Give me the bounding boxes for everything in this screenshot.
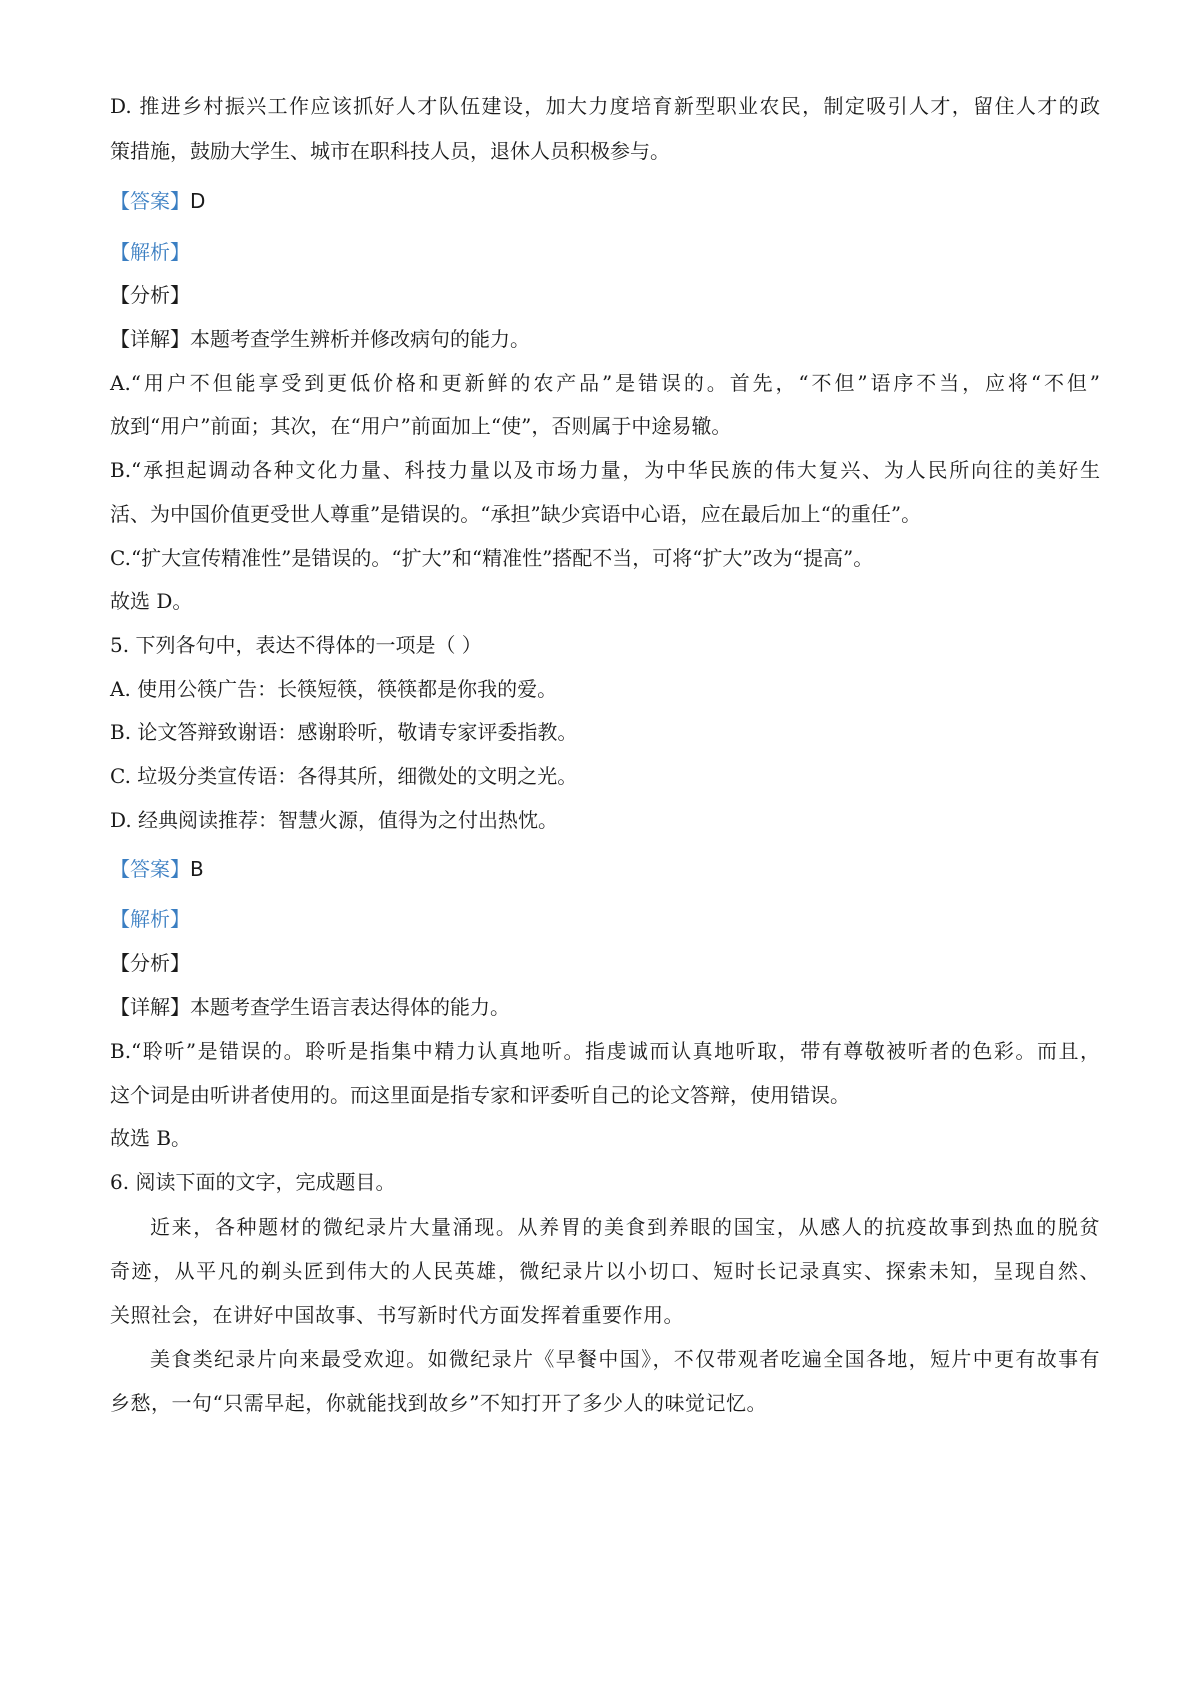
q6-passage-p1-line1: 近来，各种题材的微纪录片大量涌现。从养胃的美食到养眼的国宝，从感人的抗疫故事到热血的脱贫 [150,1215,1100,1239]
q4-answer-value: D [190,189,206,213]
q5-option-d: D. 经典阅读推荐：智慧火源，值得为之付出热忱。 [110,808,559,832]
q5-answer-value: B [190,857,204,881]
q5-stem: 5. 下列各句中，表达不得体的一项是（ ） [110,633,482,657]
q5-analysis-tag: 【解析】 [110,907,190,931]
q4-answer [110,186,205,216]
q5-explain-b-line1: B.“聆听”是错误的。聆听是指集中精力认真地听。指虔诚而认真地听取，带有尊敬被听者的色彩。而且， [110,1039,1100,1063]
q4-fenxi: 【分析】 [110,283,190,307]
q5-fenxi: 【分析】 [110,951,190,975]
q4-explain-b-line2: 活、为中国价值更受世人尊重”是错误的。“承担”缺少宾语中心语，应在最后加上“的重任”。 [110,502,922,526]
q6-passage-p2-line2: 乡愁，一句“只需早起，你就能找到故乡”不知打开了多少人的味觉记忆。 [110,1391,767,1415]
q4-detail: 【详解】本题考查学生辨析并修改病句的能力。 [110,327,530,351]
q6-passage-p2-line1: 美食类纪录片向来最受欢迎。如微纪录片《早餐中国》，不仅带观者吃遍全国各地，短片中更有故事有 [150,1347,1100,1371]
q6-passage-p1-line3: 关照社会，在讲好中国故事、书写新时代方面发挥着重要作用。 [110,1303,684,1327]
q4-explain-c-line1: C.“扩大宣传精准性”是错误的。“扩大”和“精准性”搭配不当，可将“扩大”改为“提高”。 [110,546,874,570]
q4-explain-a-line2: 放到“用户”前面；其次，在“用户”前面加上“使”，否则属于中途易辙。 [110,414,732,438]
q5-conclusion: 故选 B。 [110,1126,192,1150]
q5-option-b: B. 论文答辩致谢语：感谢聆听，敬请专家评委指教。 [110,720,578,744]
q4-option-d-line2: 策措施，鼓励大学生、城市在职科技人员，退休人员积极参与。 [110,139,670,163]
q4-explain-a-line1: A.“用户不但能享受到更低价格和更新鲜的农产品”是错误的。首先，“不但”语序不当，应将“不但” [110,371,1100,395]
q5-detail: 【详解】本题考查学生语言表达得体的能力。 [110,995,510,1019]
q5-explain-b-line2: 这个词是由听讲者使用的。而这里面是指专家和评委听自己的论文答辩，使用错误。 [110,1083,850,1107]
q6-stem: 6. 阅读下面的文字，完成题目。 [110,1170,396,1194]
q6-passage-p1-line2: 奇迹，从平凡的剃头匠到伟大的人民英雄，微纪录片以小切口、短时长记录真实、探索未知，呈现自然、 [110,1259,1100,1283]
q4-option-d-line1: D. 推进乡村振兴工作应该抓好人才队伍建设，加大力度培育新型职业农民，制定吸引人才，留住人才的政 [110,94,1100,118]
q4-explain-b-line1: B.“承担起调动各种文化力量、科技力量以及市场力量，为中华民族的伟大复兴、为人民所向往的美好生 [110,458,1100,482]
q5-option-c: C. 垃圾分类宣传语：各得其所，细微处的文明之光。 [110,764,578,788]
q5-option-a: A. 使用公筷广告：长筷短筷，筷筷都是你我的爱。 [110,677,558,701]
q4-answer-tag: 【答案】 [110,189,190,213]
q4-conclusion: 故选 D。 [110,589,193,613]
q5-answer [110,854,204,884]
q5-answer-tag: 【答案】 [110,857,190,881]
q4-analysis-tag: 【解析】 [110,240,190,264]
